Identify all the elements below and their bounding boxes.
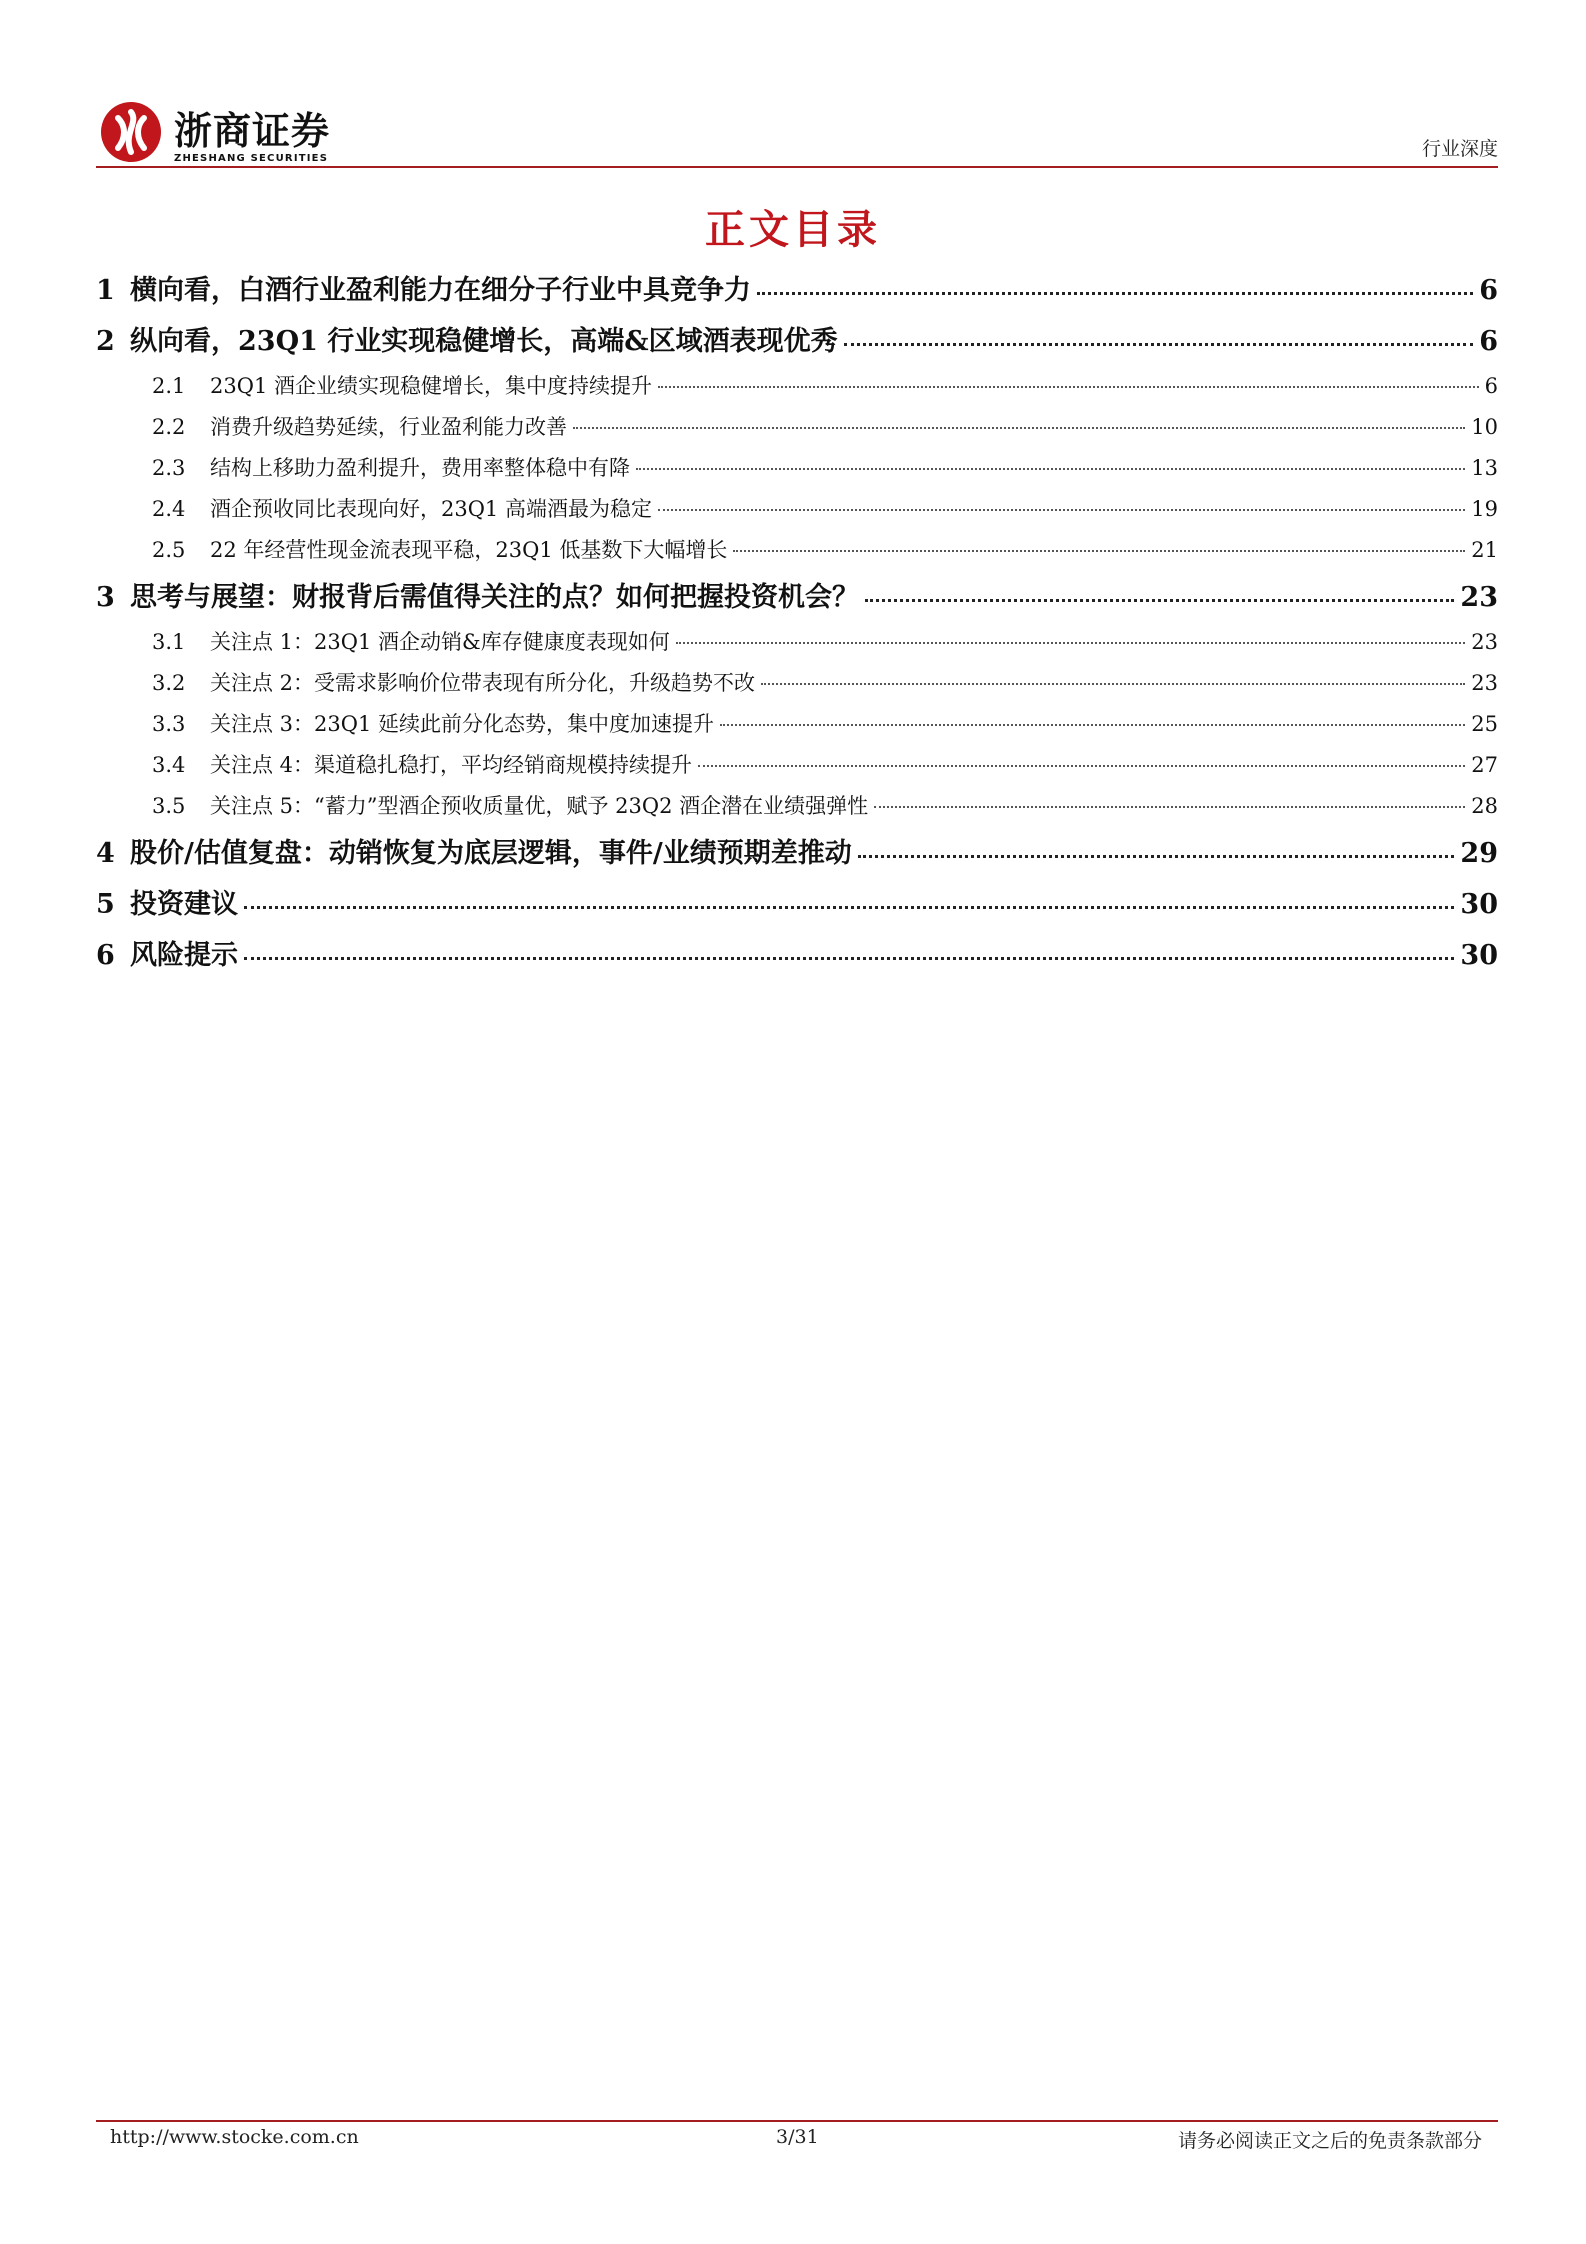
toc-subentry[interactable] [96,626,1498,667]
toc-entry-title: 纵向看，23Q1 行业实现稳健增长，高端&区域酒表现优秀 [130,326,838,357]
table-of-contents [96,268,1498,984]
toc-entry-number: 3.5 [152,794,186,818]
dot-leader [733,550,1465,552]
disclaimer-note: 请务必阅读正文之后的免责条款部分 [1177,2130,1482,2152]
toc-entry[interactable] [96,831,1498,882]
toc-entry-page: 19 [1471,497,1498,521]
toc-entry-title: 关注点 5：“蓄力”型酒企预收质量优，赋予 23Q2 酒企潜在业绩强弹性 [210,794,869,818]
toc-entry-number: 3.2 [152,671,186,695]
dot-leader [761,683,1465,685]
toc-subentry[interactable] [96,534,1498,575]
toc-entry-number: 3 [96,582,115,613]
toc-entry-title: 消费升级趋势延续，行业盈利能力改善 [210,415,567,439]
toc-entry-number: 2.1 [152,374,186,398]
toc-entry-page: 23 [1471,630,1498,654]
website-link[interactable]: http://www.stocke.com.cn [110,2126,359,2148]
toc-entry[interactable] [96,575,1498,626]
toc-entry-number: 3.4 [152,753,186,777]
toc-entry-title: 关注点 3：23Q1 延续此前分化态势，集中度加速提升 [210,712,715,736]
toc-entry-number: 2 [96,326,115,357]
toc-entry-number: 2.4 [152,497,186,521]
dot-leader [874,806,1465,808]
dot-leader [636,468,1465,470]
toc-entry[interactable] [96,882,1498,933]
toc-entry-title: 股价/估值复盘：动销恢复为底层逻辑，事件/业绩预期差推动 [130,838,852,869]
toc-entry-title: 关注点 2：受需求影响价位带表现有所分化，升级趋势不改 [210,671,756,695]
toc-entry-title: 风险提示 [130,940,238,971]
toc-entry-title: 酒企预收同比表现向好，23Q1 高端酒最为稳定 [210,497,652,521]
toc-entry-page: 21 [1471,538,1498,562]
toc-entry-page: 6 [1484,374,1498,398]
toc-entry-page: 23 [1460,582,1498,613]
logo-text-en: ZHESHANG SECURITIES [174,153,329,164]
report-category: 行业深度 [1421,138,1498,160]
dot-leader [858,855,1455,858]
toc-entry-number: 6 [96,940,115,971]
toc-entry-page: 28 [1471,794,1498,818]
dot-leader [573,427,1465,429]
page-header [96,96,1498,168]
dot-leader [658,386,1479,388]
dot-leader [244,957,1454,960]
toc-entry-title: 横向看，白酒行业盈利能力在细分子行业中具竞争力 [130,275,751,306]
dot-leader [658,509,1465,511]
toc-entry-title: 22 年经营性现金流表现平稳，23Q1 低基数下大幅增长 [210,538,728,562]
toc-entry[interactable] [96,933,1498,984]
toc-entry-number: 4 [96,838,115,869]
toc-entry-title: 23Q1 酒企业绩实现稳健增长，集中度持续提升 [210,374,652,398]
dot-leader [720,724,1465,726]
toc-entry-number: 3.3 [152,712,186,736]
toc-subentry[interactable] [96,667,1498,708]
toc-entry-page: 27 [1471,753,1498,777]
toc-entry-title: 思考与展望：财报背后需值得关注的点？如何把握投资机会？ [130,582,859,613]
toc-subentry[interactable] [96,493,1498,534]
toc-entry[interactable] [96,268,1498,319]
toc-subentry[interactable] [96,749,1498,790]
toc-entry-title: 关注点 1：23Q1 酒企动销&库存健康度表现如何 [210,630,670,654]
footer-divider [96,2120,1498,2122]
toc-entry-page: 25 [1471,712,1498,736]
toc-entry-title: 关注点 4：渠道稳扎稳打，平均经销商规模持续提升 [210,753,693,777]
logo [96,96,356,168]
toc-subentry[interactable] [96,411,1498,452]
toc-subentry[interactable] [96,790,1498,831]
toc-entry-number: 2.5 [152,538,186,562]
toc-entry-page: 29 [1460,838,1498,869]
dot-leader [844,343,1474,346]
toc-entry-page: 6 [1479,326,1498,357]
toc-entry-page: 23 [1471,671,1498,695]
logo-text-cn: 浙商证券 [174,109,331,153]
toc-entry-number: 5 [96,889,115,920]
dot-leader [244,906,1454,909]
zheshang-logo-icon [96,96,166,166]
toc-entry-title: 结构上移助力盈利提升，费用率整体稳中有降 [210,456,630,480]
dot-leader [676,642,1466,644]
page-number: 3/31 [776,2126,819,2148]
dot-leader [698,765,1465,767]
toc-subentry[interactable] [96,370,1498,411]
toc-entry-page: 10 [1471,415,1498,439]
toc-entry-page: 30 [1460,889,1498,920]
toc-entry-page: 6 [1479,275,1498,306]
toc-subentry[interactable] [96,452,1498,493]
dot-leader [865,599,1454,602]
header-divider [96,166,1498,168]
toc-entry-title: 投资建议 [130,889,238,920]
toc-entry-number: 2.3 [152,456,186,480]
toc-entry-page: 30 [1460,940,1498,971]
toc-entry-number: 2.2 [152,415,186,439]
toc-entry-page: 13 [1471,456,1498,480]
toc-entry[interactable] [96,319,1498,370]
toc-entry-number: 1 [96,275,115,306]
toc-entry-number: 3.1 [152,630,186,654]
dot-leader [757,292,1473,295]
toc-title: 正文目录 [705,206,881,253]
toc-subentry[interactable] [96,708,1498,749]
